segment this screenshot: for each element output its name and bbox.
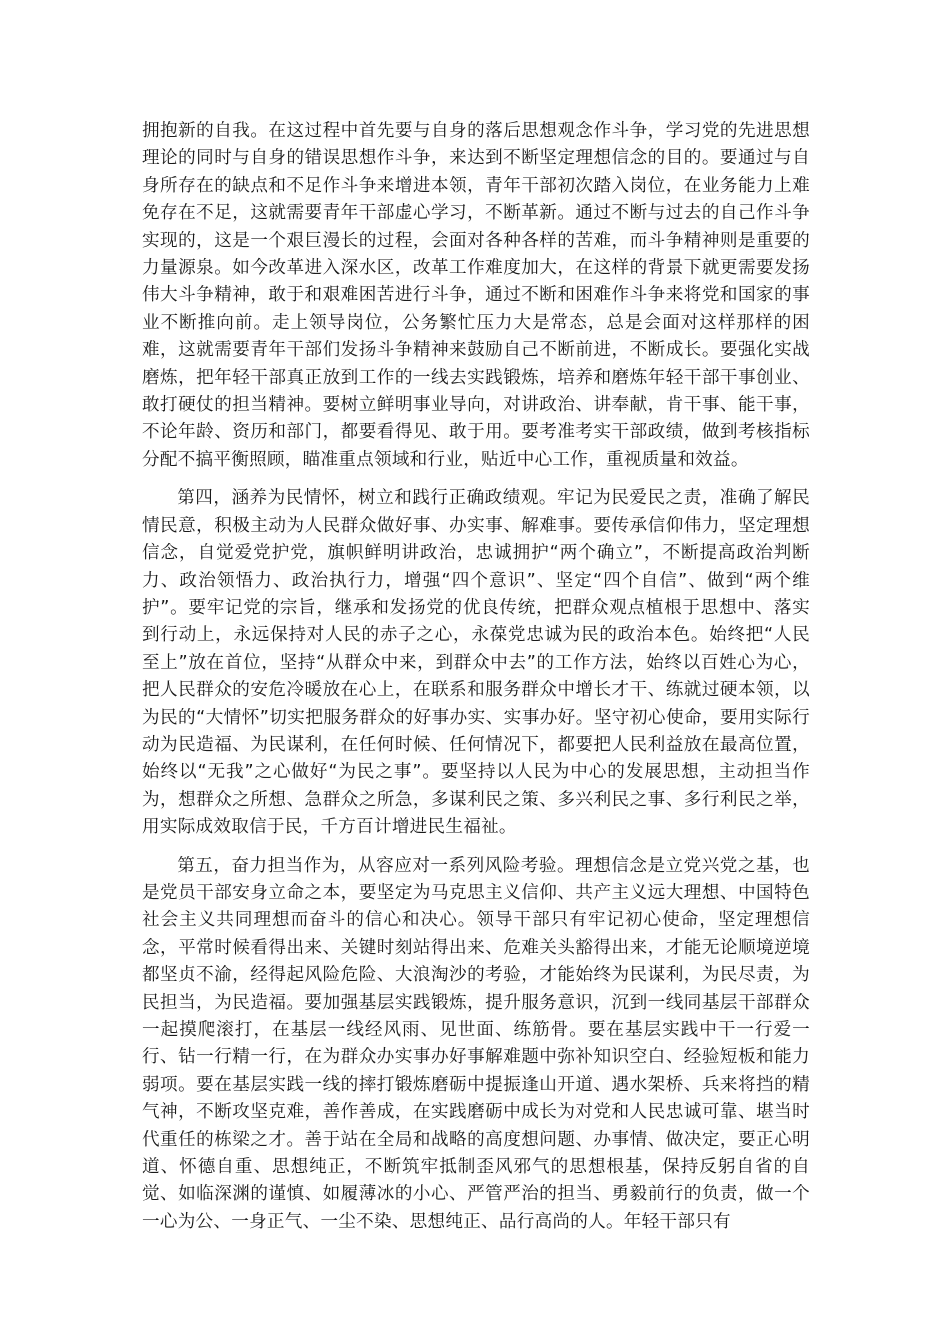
paragraph-continuation: 拥抱新的自我。在这过程中首先要与自身的落后思想观念作斗争，学习党的先进思想理论的同时与自身的错误思想作斗争，来达到不断坚定理想信念的目的。要通过与自身所存在的缺点和不足作斗争来增进本领，青年干部初次踏入岗位，在业务能力上难免存在不足，这就需要青年干部虚心学习，不断革新。通过不断与过去的自己作斗争实现的，这是一个艰巨漫长的过程，会面对各种各样的苦难，而斗争精神则是重要的力量源泉。如今改革进入深水区，改革工作难度加大，在这样的背景下就更需要发扬伟大斗争精神，敢于和艰难困苦进行斗争，通过不断和困难作斗争来将党和国家的事业不断推向前。走上领导岗位，公务繁忙压力大是常态，总是会面对这样那样的困难，这就需要青年干部们发扬斗争精神来鼓励自己不断前进，不断成长。要强化实战磨炼，把年轻干部真正放到工作的一线去实践锻炼，培养和磨炼年轻干部干事创业、敢打硬仗的担当精神。要树立鲜明事业导向，对讲政治、讲奉献，肯干事、能干事，不论年龄、资历和部门，都要看得见、敢于用。要考准考实干部政绩，做到考核指标分配不搞平衡照顾，瞄准重点领域和行业，贴近中心工作，重视质量和效益。 <box>142 121 810 470</box>
paragraph-fourth-point: 第四，涵养为民情怀，树立和践行正确政绩观。牢记为民爱民之责，准确了解民情民意，积极主动为人民群众做好事、办实事、解难事。要传承信仰伟力，坚定理想信念，自觉爱党护党，旗帜鲜明讲政治，忠诚拥护“两个确立”，不断提高政治判断力、政治领悟力、政治执行力，增强“四个意识”、坚定“四个自信”、做到“两个维护”。要牢记党的宗旨，继承和发扬党的优良传统，把群众观点植根于思想中、落实到行动上，永远保持对人民的赤子之心，永葆党忠诚为民的政治本色。始终把“人民至上”放在首位，坚持“从群众中来，到群众中去”的工作方法，始终以百姓心为心，把人民群众的安危冷暖放在心上，在联系和服务群众中增长才干、练就过硬本领，以为民的“大情怀”切实把服务群众的好事办实、实事办好。坚守初心使命，要用实际行动为民造福、为民谋利，在任何时候、任何情况下，都要把人民利益放在最高位置，始终以“无我”之心做好“为民之事”。要坚持以人民为中心的发展思想，主动担当作为，想群众之所想、急群众之所急，多谋利民之策、多兴利民之事、多行利民之举，用实际成效取信于民，千方百计增进民生福祉。 <box>142 488 810 838</box>
paragraph-fifth-point: 第五，奋力担当作为，从容应对一系列风险考验。理想信念是立党兴党之基，也是党员干部安身立命之本，要坚定为马克思主义信仰、共产主义远大理想、中国特色社会主义共同理想而奋斗的信心和决心。领导干部只有牢记初心使命，坚定理想信念，平常时候看得出来、关键时刻站得出来、危难关头豁得出来，才能无论顺境逆境都坚贞不渝，经得起风险危险、大浪淘沙的考验，才能始终为民谋利，为民尽责，为民担当，为民造福。要加强基层实践锻炼，提升服务意识，沉到一线同基层干部群众一起摸爬滚打，在基层一线经风雨、见世面、练筋骨。要在基层实践中干一行爱一行、钻一行精一行，在为群众办实事办好事解难题中弥补知识空白、经验短板和能力弱项。要在基层实践一线的摔打锻炼磨砺中提振逢山开道、遇水架桥、兵来将挡的精气神，不断攻坚克难，善作善成，在实践磨砺中成长为对党和人民忠诚可靠、堪当时代重任的栋梁之才。善于站在全局和战略的高度想问题、办事情、做决定，要正心明道、怀德自重、思想纯正，不断筑牢抵制歪风邪气的思想根基，保持反躬自省的自觉、如临深渊的谨慎、如履薄冰的小心、严管严治的担当、勇毅前行的负责，做一个一心为公、一身正气、一尘不染、思想纯正、品行高尚的人。年轻干部只有 <box>142 855 810 1232</box>
